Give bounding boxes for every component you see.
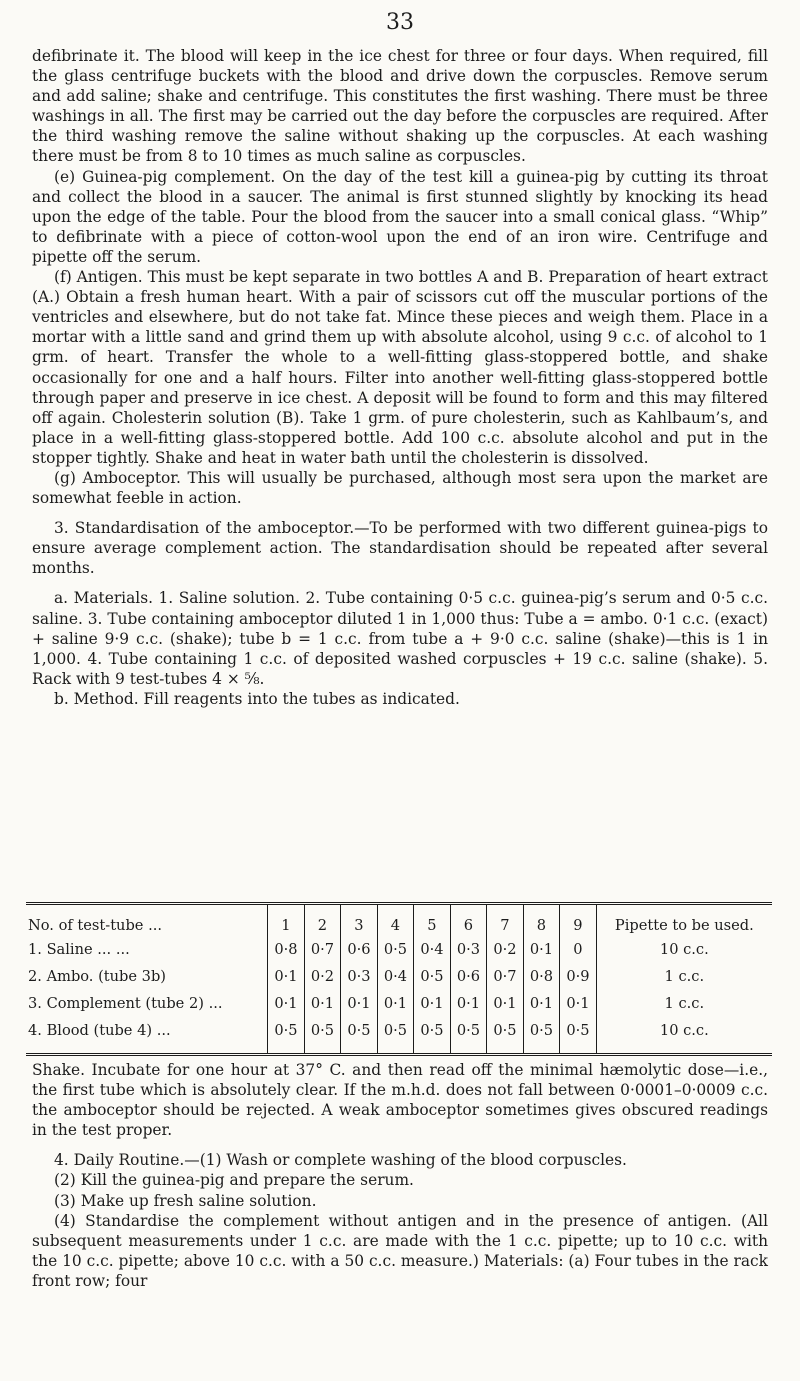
table-header-cell: 5 <box>414 904 451 937</box>
table-header-cell: Pipette to be used. <box>596 904 772 937</box>
table-cell: 0·7 <box>487 963 524 990</box>
table-cell: 10 c.c. <box>596 1017 772 1055</box>
paragraph: (g) Amboceptor. This will usually be purchased, although most sera upon the market are somewhat feeble in action. <box>32 468 768 508</box>
table-header-cell: 9 <box>560 904 597 937</box>
table-header-cell: 7 <box>487 904 524 937</box>
table-cell: 0·8 <box>523 963 560 990</box>
table-cell: 0·5 <box>414 1017 451 1055</box>
table-cell: 0·3 <box>450 936 487 963</box>
table-header-cell: 4 <box>377 904 414 937</box>
table-cell: 0·4 <box>377 963 414 990</box>
table-cell: 0·9 <box>560 963 597 990</box>
table-cell: 0·5 <box>268 1017 305 1055</box>
table-cell: 0·5 <box>523 1017 560 1055</box>
table-cell: 0·1 <box>450 990 487 1017</box>
paragraph: (3) Make up fresh saline solution. <box>54 1191 317 1210</box>
table-body <box>26 936 772 1055</box>
table-cell: 0 <box>560 936 597 963</box>
table-row <box>26 990 772 1017</box>
table-cell: 0·5 <box>560 1017 597 1055</box>
table-row <box>26 1017 772 1055</box>
table-cell: 0·5 <box>377 1017 414 1055</box>
table-cell: 0·7 <box>304 936 341 963</box>
table-cell: 1. Saline ... ... <box>28 941 130 958</box>
table-cell: 3. Complement (tube 2) ... <box>28 995 223 1012</box>
table-cell: 0·1 <box>268 963 305 990</box>
table-header-cell: 1 <box>268 904 305 937</box>
table-header-cell: 8 <box>523 904 560 937</box>
table-header-cell: 6 <box>450 904 487 937</box>
table-cell: 0·1 <box>523 990 560 1017</box>
table-cell: 0·6 <box>341 936 378 963</box>
table-cell: 0·1 <box>523 936 560 963</box>
table-cell: 0·5 <box>414 963 451 990</box>
table-cell: 0·1 <box>414 990 451 1017</box>
body-text-bottom <box>32 1060 768 1291</box>
table-cell: 0·1 <box>487 990 524 1017</box>
table-header-cell: No. of test-tube ... <box>28 917 162 934</box>
paragraph: defibrinate it. The blood will keep in the ice chest for three or four days. When required, fill the glass centrifuge buckets with the blood and drive down the corpuscles. Remove serum and add saline; shake and centrifuge. This constitutes the first washing. There must be three washings in all. The first may be carried out the day before the corpuscles are required. After the third washing remove the saline without shaking up the corpuscles. At each washing there must be from 8 to 10 times as much saline as corpuscles. <box>32 47 768 166</box>
table-cell: 0·5 <box>487 1017 524 1055</box>
table-cell: 0·1 <box>560 990 597 1017</box>
table-cell: 0·2 <box>487 936 524 963</box>
table-cell: 0·1 <box>341 990 378 1017</box>
table-cell: 4. Blood (tube 4) ... <box>28 1022 171 1039</box>
table-cell: 0·6 <box>450 963 487 990</box>
table-cell: 1 c.c. <box>596 990 772 1017</box>
table-cell: 10 c.c. <box>596 936 772 963</box>
table-cell: 0·8 <box>268 936 305 963</box>
table-cell: 0·5 <box>341 1017 378 1055</box>
table-header-row <box>26 904 772 937</box>
paragraph: b. Method. Fill reagents into the tubes as indicated. <box>54 689 460 708</box>
table-cell: 0·5 <box>450 1017 487 1055</box>
table-cell: 0·5 <box>304 1017 341 1055</box>
paragraph: (2) Kill the guinea-pig and prepare the serum. <box>54 1171 414 1190</box>
table-cell: 2. Ambo. (tube 3b) <box>28 968 166 985</box>
paragraph: a. Materials. 1. Saline solution. 2. Tube containing 0·5 c.c. guinea-pig’s serum and 0·5 c.c. saline. 3. Tube containing amboceptor diluted 1 in 1,000 thus: Tube a = ambo. 0·1 c.c. (exact) + saline 9·9 c.c. (shake); tube b = 1 c.c. from tube a + 9·0 c.c. saline (shake)—this is 1 in 1,000. 4. Tube containing 1 c.c. of deposited washed corpuscles + 19 c.c. saline (shake). 5. Rack with 9 test-tubes 4 × ⅝. <box>32 589 768 688</box>
table-cell: 0·1 <box>304 990 341 1017</box>
table-row <box>26 936 772 963</box>
paragraph: 4. Daily Routine.—(1) Wash or complete washing of the blood corpuscles. <box>54 1151 627 1170</box>
paragraph: (4) Standardise the complement without antigen and in the presence of antigen. (All subsequent measurements under 1 c.c. are made with the 1 c.c. pipette; up to 10 c.c. with the 10 c.c. pipette; above 10 c.c. with a 50 c.c. measure.) Materials: (a) Four tubes in the rack front row; four <box>32 1211 768 1290</box>
paragraph: Shake. Incubate for one hour at 37° C. and then read off the minimal hæmolytic dose—i.e., the first tube which is absolutely clear. If the m.h.d. does not fall between 0·0001–0·0009 c.c. the amboceptor should be rejected. A weak amboceptor sometimes gives obscured readings in the test proper. <box>32 1061 768 1140</box>
paragraph: (f) Antigen. This must be kept separate in two bottles A and B. Preparation of heart extract (A.) Obtain a fresh human heart. With a pair of scissors cut off the muscular portions of the ventricles and elsewhere, but do not take fat. Mince these pieces and weigh them. Place in a mortar with a little sand and grind them up with absolute alcohol, using 9 c.c. of alcohol to 1 grm. of heart. Transfer the whole to a well-fitting glass-stoppered bottle, and shake occasionally for one and a half hours. Filter into another well-fitting glass-stoppered bottle through paper and preserve in ice chest. A deposit will be found to form and this may filtered off again. Cholesterin solution (B). Take 1 grm. of pure cholesterin, such as Kahlbaum’s, and place in a well-fitting glass-stoppered bottle. Add 100 c.c. absolute alcohol and put in the stopper tightly. Shake and heat in water bath until the cholesterin is dissolved. <box>32 268 768 467</box>
table-cell: 0·1 <box>377 990 414 1017</box>
table-header-cell: 3 <box>341 904 378 937</box>
table-header-cell: 2 <box>304 904 341 937</box>
body-text-top <box>32 46 768 709</box>
table-cell: 0·1 <box>268 990 305 1017</box>
table-cell: 0·4 <box>414 936 451 963</box>
table-cell: 0·5 <box>377 936 414 963</box>
page-number: 33 <box>386 10 414 35</box>
paragraph: (e) Guinea-pig complement. On the day of the test kill a guinea-pig by cutting its throat and collect the blood in a saucer. The animal is first stunned slightly by knocking its head upon the edge of the table. Pour the blood from the saucer into a small conical glass. “Whip” to defibrinate with a piece of cotton-wool upon the end of an iron wire. Centrifuge and pipette off the serum. <box>32 167 768 266</box>
table-row <box>26 963 772 990</box>
table-cell: 0·2 <box>304 963 341 990</box>
table-cell: 0·3 <box>341 963 378 990</box>
table-cell: 1 c.c. <box>596 963 772 990</box>
paragraph: 3. Standardisation of the amboceptor.—To be performed with two different guinea-pigs to ensure average complement action. The standardisation should be repeated after several months. <box>32 519 768 578</box>
reagent-table <box>26 902 772 1056</box>
